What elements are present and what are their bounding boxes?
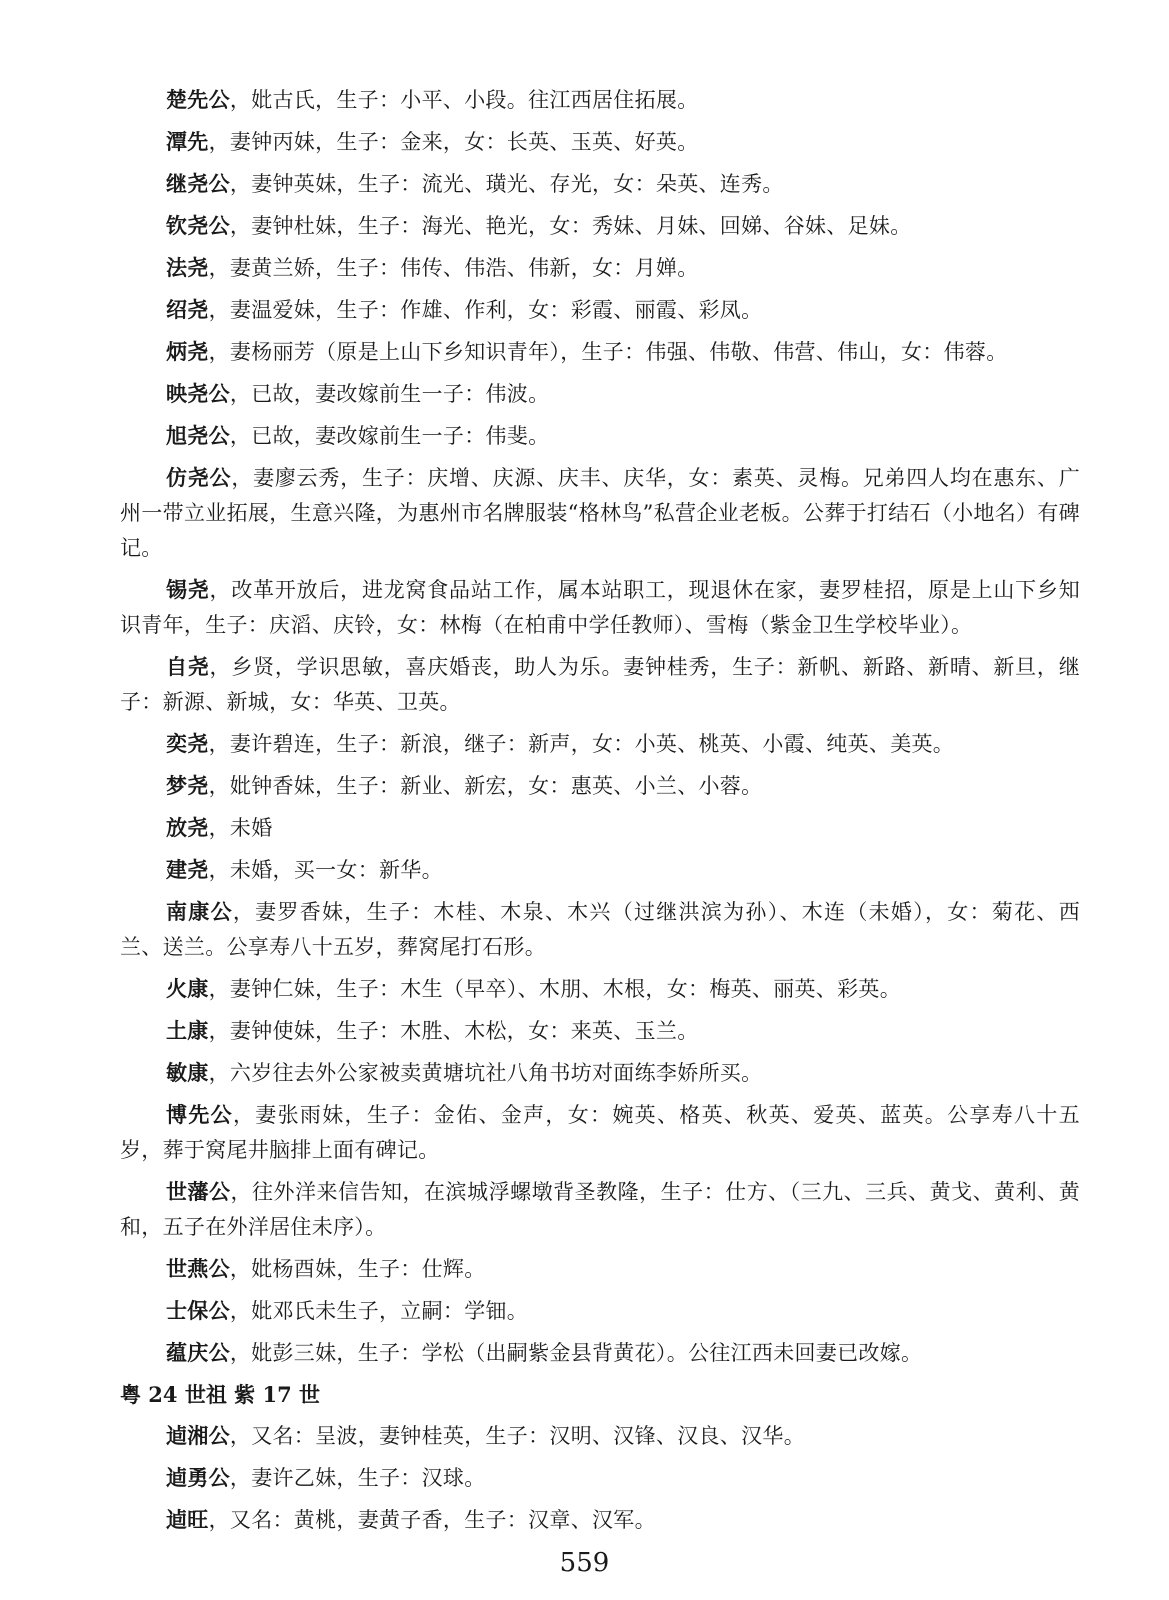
entries-before-heading	[120, 82, 1080, 1371]
genealogy-entry	[120, 418, 1080, 454]
person-name: 楚先公	[166, 87, 230, 112]
entry-text: ，妣钟香妹，生子：新业、新宏，女：惠英、小兰、小蓉。	[208, 774, 763, 798]
genealogy-entry	[120, 334, 1080, 370]
genealogy-entry	[120, 82, 1080, 118]
entry-text: ，未婚，买一女：新华。	[208, 858, 443, 882]
genealogy-entry	[120, 768, 1080, 804]
person-name: 钦尧公	[166, 213, 230, 238]
genealogy-entry	[120, 460, 1080, 566]
entry-text: ，已故，妻改嫁前生一子：伟波。	[229, 382, 550, 406]
entry-text: ，往外洋来信告知，在滨城浮螺墩背圣教隆，生子：仕方、（三九、三兵、黄戈、黄利、黄和，五子在外洋居住未序）。	[120, 1180, 1080, 1239]
genealogy-entry	[120, 572, 1080, 643]
entries-after-heading	[120, 1418, 1080, 1538]
entry-text: ，妻罗香妹，生子：木桂、木泉、木兴（过继洪滨为孙）、木连（未婚），女：菊花、西兰、送兰。公享寿八十五岁，葬窝尾打石形。	[120, 900, 1080, 959]
genealogy-entry	[120, 376, 1080, 412]
genealogy-entry	[120, 852, 1080, 888]
person-name: 士保公	[166, 1298, 230, 1323]
person-name: 旭尧公	[166, 423, 230, 448]
person-name: 火康	[166, 976, 209, 1001]
genealogy-entry	[120, 1013, 1080, 1049]
person-name: 放尧	[166, 815, 209, 840]
genealogy-entry	[120, 208, 1080, 244]
genealogy-entries	[120, 82, 1080, 1544]
entry-text: ，妻杨丽芳（原是上山下乡知识青年），生子：伟强、伟敬、伟营、伟山，女：伟蓉。	[208, 340, 1008, 364]
entry-text: ，妻钟仁妹，生子：木生（早卒）、木朋、木根，女：梅英、丽英、彩英。	[208, 977, 902, 1001]
entry-text: ，又名：黄桃，妻黄子香，生子：汉章、汉军。	[208, 1508, 656, 1532]
genealogy-entry	[120, 1418, 1080, 1454]
entry-text: ，妻温爱妹，生子：作雄、作利，女：彩霞、丽霞、彩凤。	[208, 298, 763, 322]
person-name: 锡尧	[166, 577, 210, 602]
person-name: 逌勇公	[166, 1465, 230, 1490]
genealogy-entry	[120, 894, 1080, 965]
genealogy-entry	[120, 1460, 1080, 1496]
person-name: 梦尧	[166, 773, 209, 798]
person-name: 逌湘公	[166, 1423, 230, 1448]
person-name: 炳尧	[166, 339, 209, 364]
person-name: 潭先	[166, 129, 209, 154]
person-name: 建尧	[166, 857, 209, 882]
person-name: 奕尧	[166, 731, 209, 756]
person-name: 博先公	[166, 1102, 233, 1127]
person-name: 仿尧公	[166, 465, 232, 490]
person-name: 继尧公	[166, 171, 230, 196]
entry-text: ，妣古氏，生子：小平、小段。往江西居住拓展。	[229, 88, 699, 112]
genealogy-entry	[120, 1055, 1080, 1091]
entry-text: ，妻钟杜妹，生子：海光、艳光，女：秀妹、月妹、回娣、谷妹、足妹。	[229, 214, 912, 238]
genealogy-entry	[120, 1097, 1080, 1168]
entry-text: ，妻钟使妹，生子：木胜、木松，女：来英、玉兰。	[208, 1019, 699, 1043]
genealogy-entry	[120, 1251, 1080, 1287]
person-name: 自尧	[166, 654, 210, 679]
person-name: 映尧公	[166, 381, 230, 406]
genealogy-entry	[120, 124, 1080, 160]
entry-text: ，乡贤，学识思敏，喜庆婚丧，助人为乐。妻钟桂秀，生子：新帆、新路、新晴、新旦，继子：新源、新城，女：华英、卫英。	[120, 655, 1080, 714]
entry-text: ，改革开放后，进龙窝食品站工作，属本站职工，现退休在家，妻罗桂招，原是上山下乡知识青年，生子：庆滔、庆铃，女：林梅（在柏甫中学任教师）、雪梅（紫金卫生学校毕业）。	[120, 578, 1080, 637]
entry-text: ，妻张雨妹，生子：金佑、金声，女：婉英、格英、秋英、爱英、蓝英。公享寿八十五岁，葬于窝尾井脑排上面有碑记。	[120, 1103, 1080, 1162]
person-name: 蕴庆公	[166, 1340, 230, 1365]
person-name: 法尧	[166, 255, 209, 280]
genealogy-entry	[120, 726, 1080, 762]
entry-text: ，六岁往去外公家被卖黄塘坑社八角书坊对面练李娇所买。	[208, 1061, 763, 1085]
person-name: 世藩公	[166, 1179, 231, 1204]
entry-text: ，又名：呈波，妻钟桂英，生子：汉明、汉锋、汉良、汉华。	[229, 1424, 806, 1448]
entry-text: ，妻廖云秀，生子：庆增、庆源、庆丰、庆华，女：素英、灵梅。兄弟四人均在惠东、广州一带立业拓展，生意兴隆，为惠州市名牌服装“格林鸟”私营企业老板。公葬于打结石（小地名）有碑记。	[120, 466, 1080, 560]
entry-text: ，妣彭三妹，生子：学松（出嗣紫金县背黄花）。公往江西未回妻已改嫁。	[229, 1341, 923, 1365]
genealogy-entry	[120, 1335, 1080, 1371]
person-name: 土康	[166, 1018, 209, 1043]
generation-heading: 粤 24 世祖 紫 17 世	[120, 1382, 321, 1407]
person-name: 南康公	[166, 899, 233, 924]
entry-text: ，未婚	[208, 816, 273, 840]
entry-text: ，妣邓氏未生子，立嗣：学钿。	[229, 1299, 529, 1323]
genealogy-entry	[120, 1174, 1080, 1245]
genealogy-entry	[120, 1502, 1080, 1538]
entry-text: ，妻钟英妹，生子：流光、璜光、存光，女：朵英、连秀。	[229, 172, 784, 196]
genealogy-entry	[120, 292, 1080, 328]
genealogy-entry	[120, 166, 1080, 202]
genealogy-entry	[120, 250, 1080, 286]
person-name: 逌旺	[166, 1507, 209, 1532]
person-name: 绍尧	[166, 297, 209, 322]
person-name: 世燕公	[166, 1256, 230, 1281]
entry-text: ，妣杨酉妹，生子：仕辉。	[229, 1257, 486, 1281]
genealogy-entry	[120, 810, 1080, 846]
entry-text: ，已故，妻改嫁前生一子：伟斐。	[229, 424, 550, 448]
entry-text: ，妻黄兰娇，生子：伟传、伟浩、伟新，女：月婵。	[208, 256, 699, 280]
page-number: 559	[559, 1548, 610, 1578]
genealogy-entry	[120, 1293, 1080, 1329]
entry-text: ，妻许碧连，生子：新浪，继子：新声，女：小英、桃英、小霞、纯英、美英。	[208, 732, 955, 756]
entry-text: ，妻钟丙妹，生子：金来，女：长英、玉英、好英。	[208, 130, 699, 154]
entry-text: ，妻许乙妹，生子：汉球。	[229, 1466, 486, 1490]
person-name: 敏康	[166, 1060, 209, 1085]
genealogy-entry	[120, 971, 1080, 1007]
genealogy-entry	[120, 649, 1080, 720]
